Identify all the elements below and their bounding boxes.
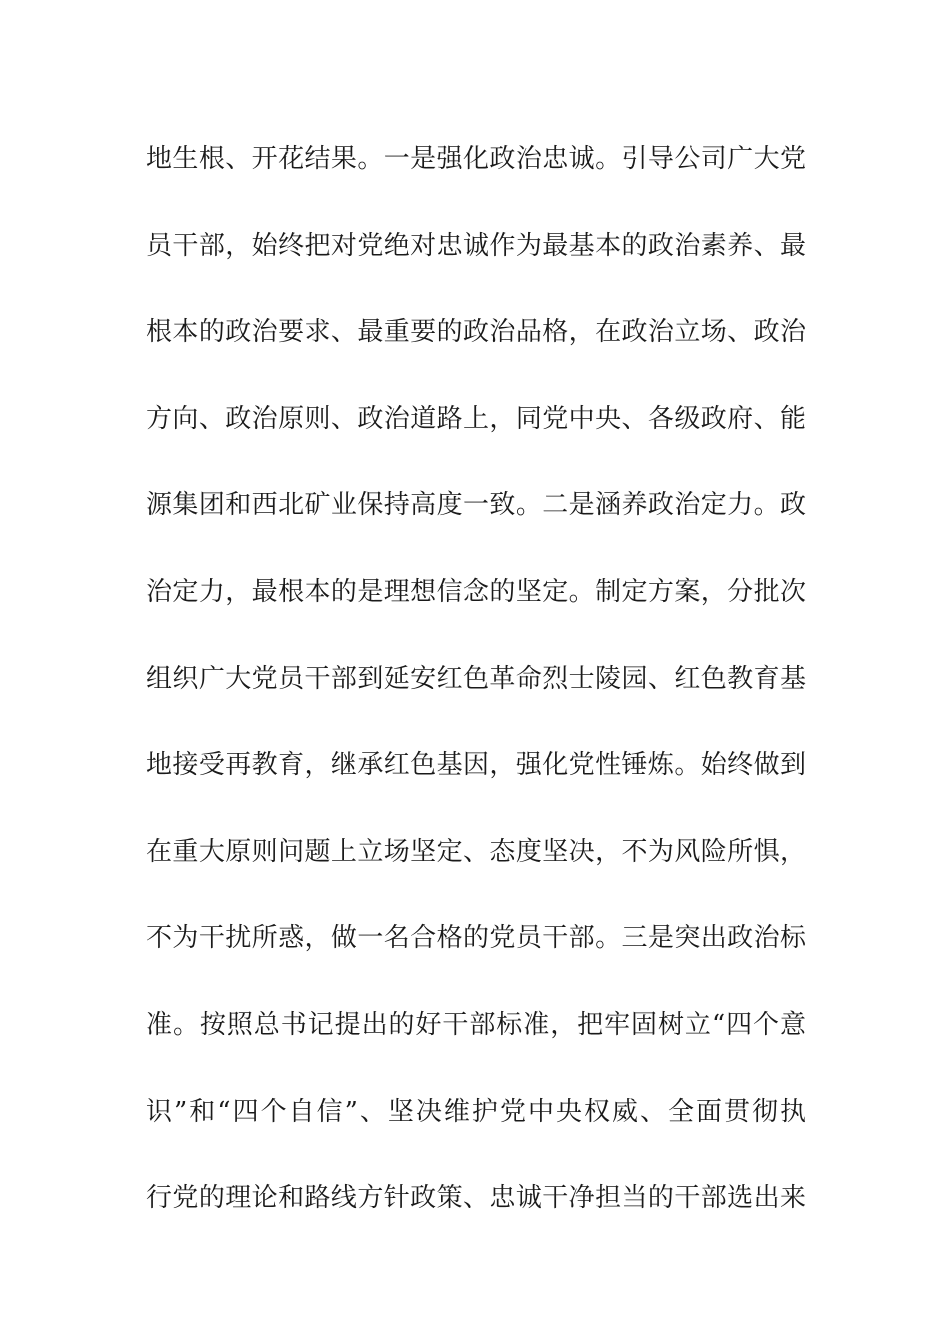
text-line: 治定力，最根本的是理想信念的坚定。制定方案，分批次 [146, 576, 806, 607]
text-line: 根本的政治要求、最重要的政治品格，在政治立场、政治 [146, 317, 806, 348]
text-line: 地接受再教育，继承红色基因，强化党性锤炼。始终做到 [146, 750, 806, 781]
text-line: 准。按照总书记提出的好干部标准，把牢固树立“四个意 [146, 1009, 806, 1040]
text-line: 源集团和西北矿业保持高度一致。二是涵养政治定力。政 [146, 490, 806, 521]
text-line: 方向、政治原则、政治道路上，同党中央、各级政府、能 [146, 403, 806, 434]
text-line: 在重大原则问题上立场坚定、态度坚决，不为风险所惧， [146, 836, 806, 867]
text-line: 识”和“四个自信”、坚决维护党中央权威、全面贯彻执 [146, 1096, 806, 1127]
text-line: 行党的理论和路线方针政策、忠诚干净担当的干部选出来 [146, 1183, 806, 1214]
body-text [146, 138, 806, 1264]
text-line: 地生根、开花结果。一是强化政治忠诚。引导公司广大党 [146, 144, 806, 174]
text-line: 组织广大党员干部到延安红色革命烈士陵园、红色教育基 [146, 663, 806, 694]
text-line: 员干部，始终把对党绝对忠诚作为最基本的政治素养、最 [146, 230, 806, 261]
text-line: 不为干扰所惑，做一名合格的党员干部。三是突出政治标 [146, 923, 806, 954]
